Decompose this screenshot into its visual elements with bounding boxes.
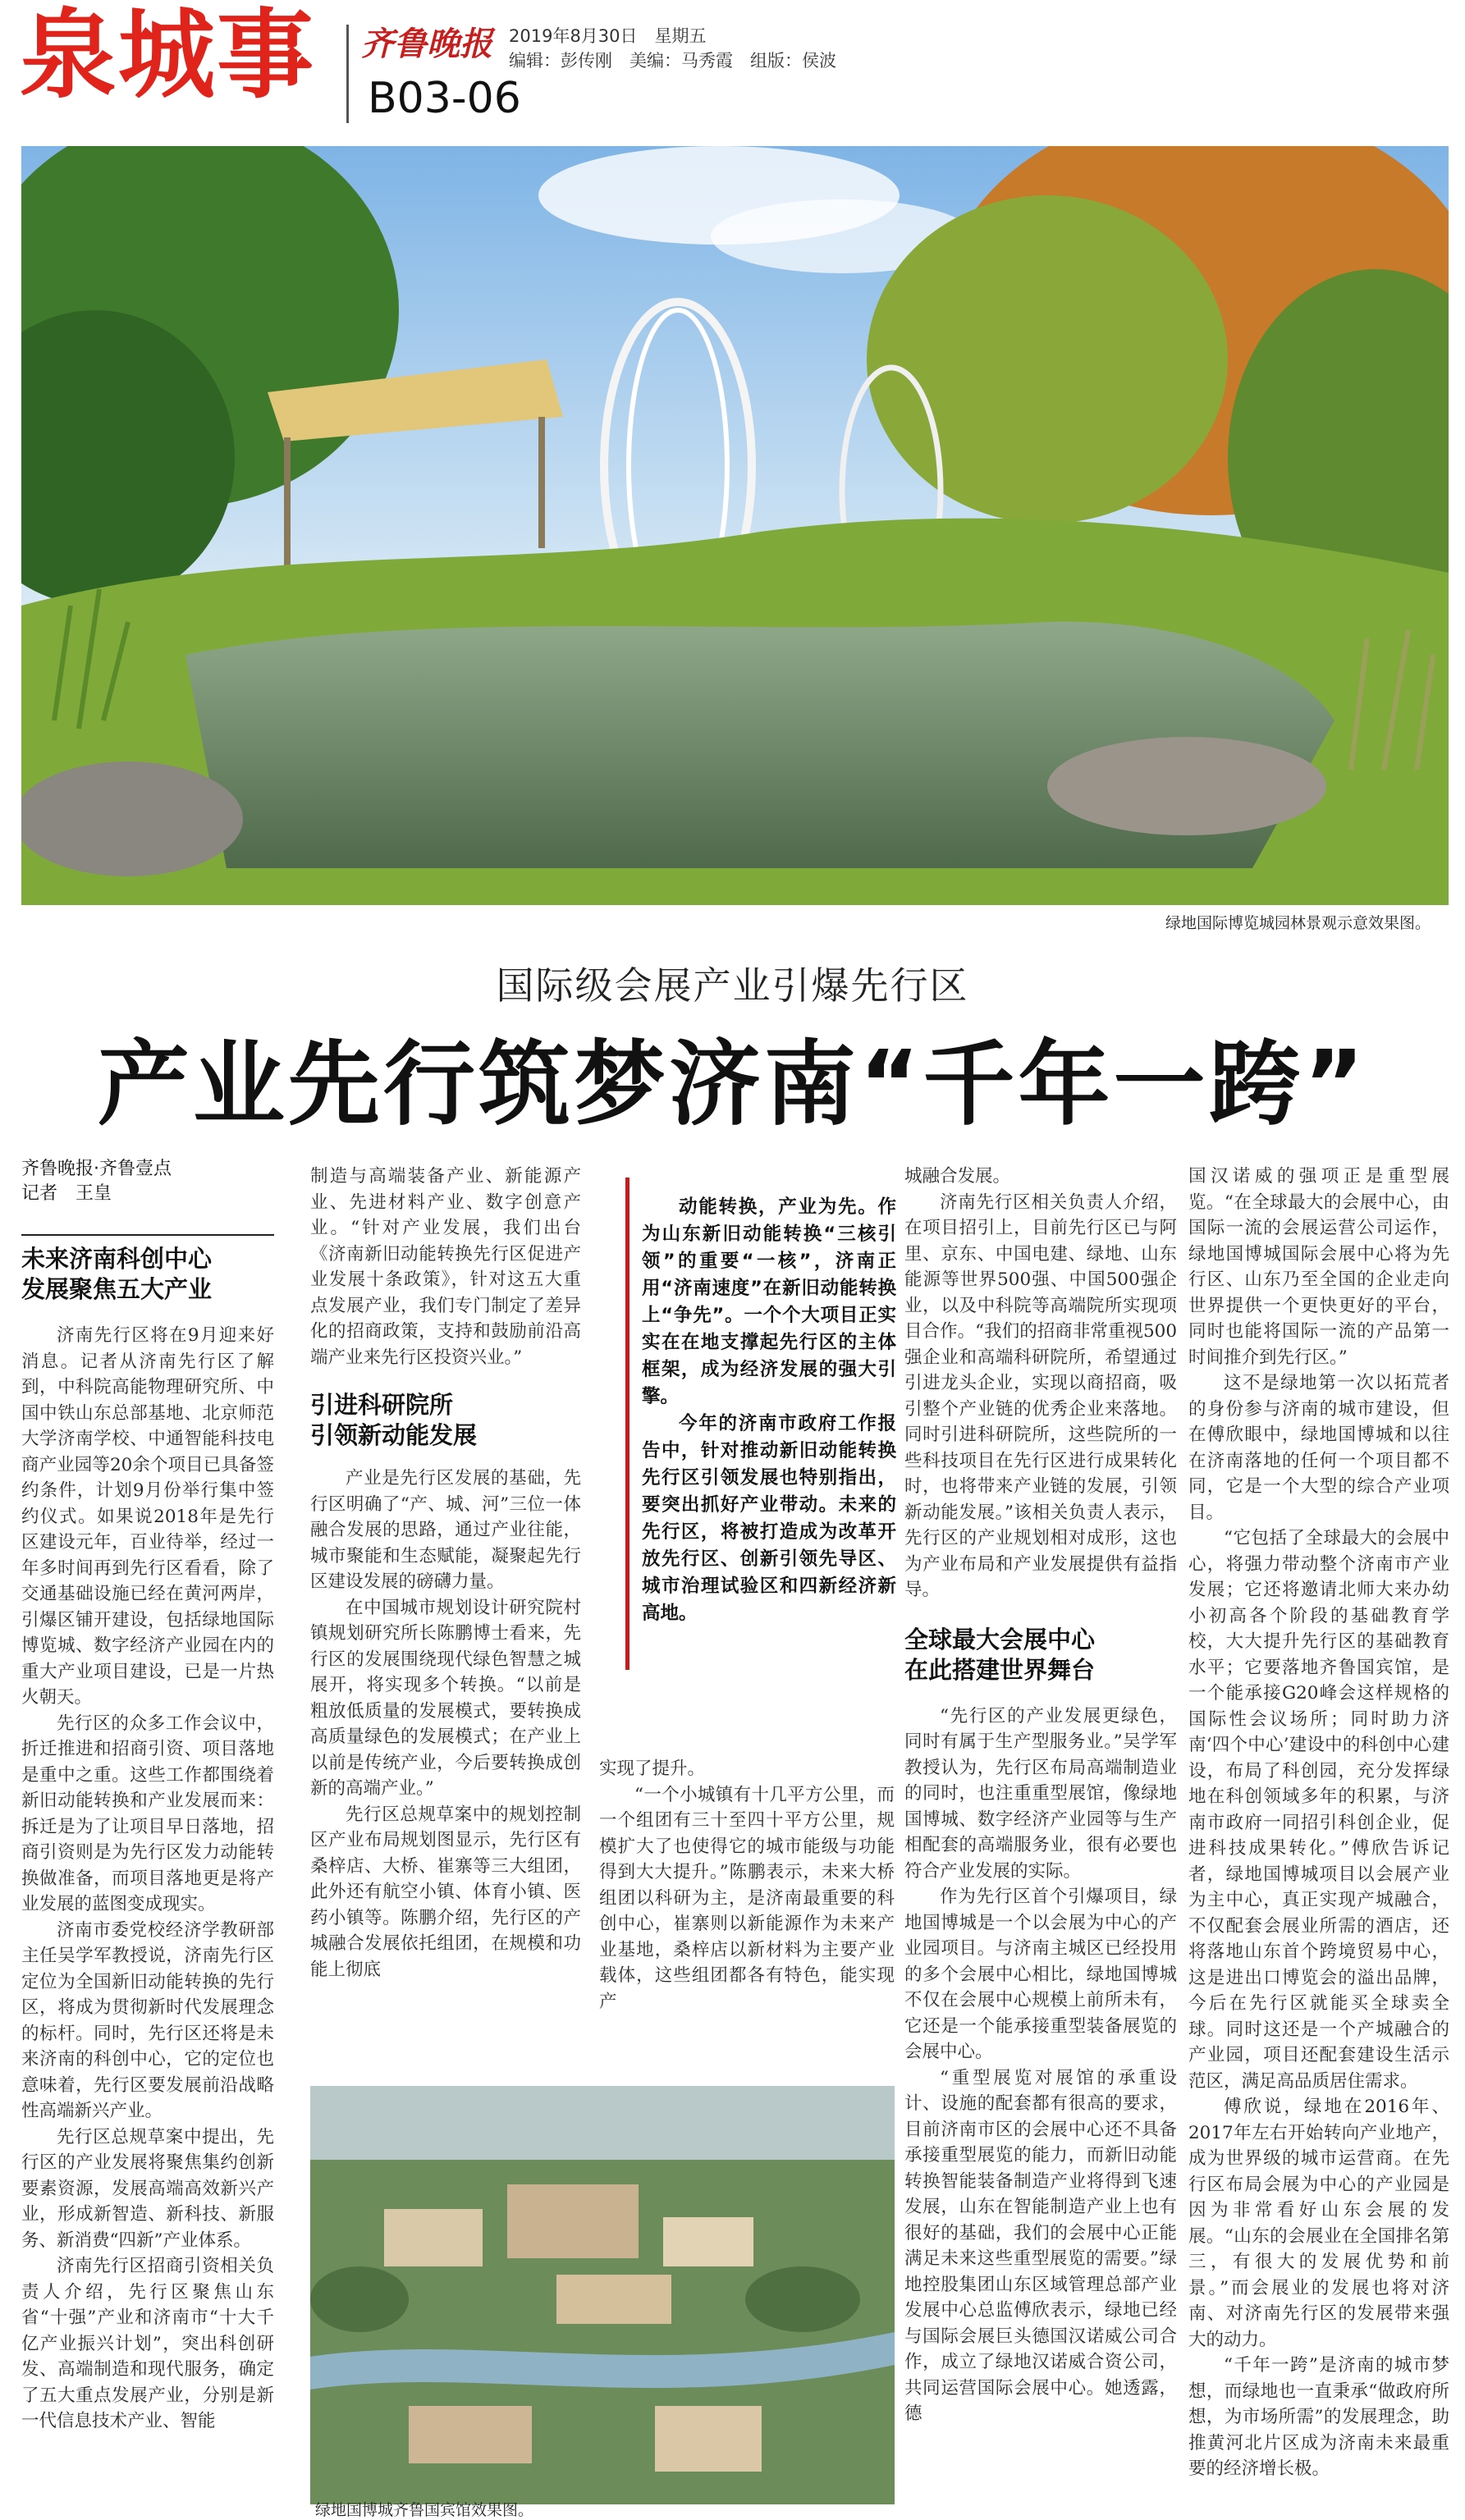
paragraph: 这不是绿地第一次以拓荒者的身份参与济南的城市建设，但在傅欣眼中，绿地国博城和以往在济南落地的任何一个项目都不同，它是一个大型的综合产业项目。	[1188, 1373, 1449, 1523]
paragraph: 国汉诺威的强项正是重型展览。“在全球最大的会展中心，由国际一流的会展运营公司运作，绿地国博城国际会展中心将为先行区、山东乃至全国的企业走向世界提供一个更快更好的平台，同时也能将国际一流的产品第一时间推介到先行区。”	[1188, 1166, 1449, 1368]
park-rendering-illustration	[21, 146, 1449, 905]
section-title: 泉城事	[20, 0, 316, 112]
paragraph: 制造与高端装备产业、新能源产业、先进材料产业、数字创意产业。“针对产业发展，我们出台《济南新旧动能转换先行区促进产业发展十条政策》，针对这五大重点发展产业，我们专门制定了差异化的招商政策，支持和鼓励前沿高端产业来先行区投资兴业。”	[310, 1166, 581, 1368]
callout-paragraph: 动能转换，产业为先。作为山东新旧动能转换“三核引领”的重要“一核”，济南正用“济南速度”在新旧动能转换上“争先”。一个个大项目正实实在在地支撑起先行区的主体框架，成为经济发展的强大引擎。	[642, 1196, 896, 1407]
editor-credits: 编辑：彭传刚 美编：马秀霞 组版：侯波	[509, 51, 836, 71]
paragraph: 实现了提升。	[599, 1759, 706, 1779]
hotel-rendering-photo	[310, 2086, 895, 2504]
paragraph: “千年一跨”是济南的城市梦想，而绿地也一直秉承“做政府所想，为市场所需”的发展理念，助推黄河北片区成为济南未来最重要的经济增长极。	[1188, 2355, 1449, 2479]
headline-kicker: 国际级会展产业引爆先行区	[496, 963, 969, 1008]
article-column-2	[310, 1164, 581, 1983]
byline-outlet: 齐鲁晚报·齐鲁壹点	[21, 1159, 172, 1179]
paragraph: 济南先行区招商引资相关负责人介绍，先行区聚焦山东省“十强”产业和济南市“十大千亿产业振兴计划”，突出科创研发、高端制造和现代服务，确定了五大重点发展产业，分别是新一代信息技术产业、智能	[21, 2256, 274, 2431]
publication-date: 2019年8月30日 星期五	[509, 26, 707, 46]
paragraph: 先行区的众多工作会议中，折迁推进和招商引资、项目落地是重中之重。这些工作都围绕着新旧动能转换和产业发展而来：拆迁是为了让项目早日落地，招商引资则是为先行区发力动能转换做准备，而项目落地更是将产业发展的蓝图变成现实。	[21, 1713, 274, 1914]
newspaper-name: 齐鲁晚报	[361, 25, 492, 63]
paragraph: 在中国城市规划设计研究院村镇规划研究所长陈鹏博士看来，先行区的发展围绕现代绿色智慧之城展开，将实现多个转换。“以前是粗放低质量的发展模式，要转换成高质量绿色的发展模式；在产业上以前是传统产业，今后要转换成创新的高端产业。”	[310, 1597, 581, 1799]
park-rendering-photo	[21, 146, 1449, 905]
masthead-divider	[346, 25, 349, 123]
paragraph: 济南先行区将在9月迎来好消息。记者从济南先行区了解到，中科院高能物理研究所、中国中铁山东总部基地、北京师范大学济南学校、中通智能科技电商产业园等20余个项目已具备签约条件，计划9月份举行集中签约仪式。如果说2018年是先行区建设元年，百业待举，经过一年多时间再到先行区看看，除了交通基础设施已经在黄河两岸，引爆区铺开建设，包括绿地国际博览城、数字经济产业园在内的重大产业项目建设，已是一片热火朝天。	[21, 1325, 274, 1708]
subhead-expo-center: 全球最大会展中心 在此搭建世界舞台	[904, 1625, 1096, 1684]
paragraph: 先行区总规草案中的规划控制区产业布局规划图显示，先行区有桑梓店、大桥、崔寨等三大组团，此外还有航空小镇、体育小镇、医药小镇等。陈鹏介绍，先行区的产城融合发展依托组团，在规模和功能上彻底	[310, 1804, 581, 1980]
callout-paragraph: 今年的济南市政府工作报告中，针对推动新旧动能转换先行区引领发展也特别指出，要突出抓好产业带动。未来的先行区，将被打造成为改革开放先行区、创新引领先导区、城市治理试验区和四新经济新高地。	[642, 1413, 896, 1624]
paragraph: “一个小城镇有十几平方公里，而一个组团有三十至四十平方公里，规模扩大了也使得它的城市能级与功能得到大大提升。”陈鹏表示，未来大桥组团以科研为主，是济南最重要的科创中心，崔寨则以新能源作为未来产业基地，桑梓店以新材料为主要产业载体，这些组团都各有特色，能实现产	[599, 1784, 895, 2012]
paragraph: 先行区总规草案中提出，先行区的产业发展将聚焦集约创新要素资源，发展高端高效新兴产业，形成新智造、新科技、新服务、新消费“四新”产业体系。	[21, 2126, 274, 2251]
paragraph: 作为先行区首个引爆项目，绿地国博城是一个以会展为中心的产业园项目。与济南主城区已经投用的多个会展中心相比，绿地国博城不仅在会展中心规模上前所未有，它还是一个能承接重型装备展览的会展中心。	[904, 1887, 1177, 2062]
paragraph: “先行区的产业发展更绿色，同时有属于生产型服务业。”吴学军教授认为，先行区布局高端制造业的同时，也注重重型展馆，像绿地国博城、数字经济产业园等与生产相配套的高端服务业，很有必要也符合产业发展的实际。	[904, 1705, 1177, 1882]
paragraph: 城融合发展。	[904, 1166, 1011, 1187]
paragraph: 济南先行区相关负责人介绍，在项目招引上，目前先行区已与阿里、京东、中国电建、绿地、山东能源等世界500强、中国500强企业，以及中科院等高端院所实现项目合作。“我们的招商非常重视500强企业和高端科研院所，希望通过引进龙头企业，实现以商招商，吸引整个产业链的优秀企业来落地。同时引进科研院所，这些院所的一些科技项目在先行区进行成果转化时，也将带来产业链的发展，引领新动能发展。”该相关负责人表示，先行区的产业规划相对成形，这也为产业布局和产业发展提供有益指导。	[904, 1191, 1177, 1600]
paragraph: “重型展览对展馆的承重设计、设施的配套都有很高的要求，目前济南市区的会展中心还不具备承接重型展览的能力，而新旧动能转换智能装备制造产业将得到飞速发展，山东在智能制造产业上也有很好的基础，我们的会展中心正能满足未来这些重型展览的需要。”绿地控股集团山东区域管理总部产业发展中心总监傅欣表示，绿地已经与国际会展巨头德国汉诺威公司合作，成立了绿地汉诺威合资公司，共同运营国际会展中心。她透露，德	[904, 2067, 1177, 2424]
paragraph: 济南市委党校经济学教研部主任吴学军教授说，济南先行区定位为全国新旧动能转换的先行区，将成为贯彻新时代发展理念的标杆。同时，先行区还将是未来济南的科创中心，它的定位也意味着，先行区要发展前沿战略性高端新兴产业。	[21, 1919, 274, 2121]
article-column-3	[599, 1756, 895, 2015]
callout-box	[642, 1194, 896, 1627]
bottom-photo-caption: 绿地国博城齐鲁国宾馆效果图。	[315, 2501, 534, 2519]
top-photo-caption: 绿地国际博览城园林景观示意效果图。	[1165, 914, 1431, 932]
subhead-research-institutes: 引进科研院所 引领新动能发展	[310, 1391, 478, 1449]
article-column-5	[1188, 1164, 1449, 2482]
paragraph: “它包括了全球最大的会展中心，将强力带动整个济南市产业发展；它还将邀请北师大来办幼小初高各个阶段的基础教育学校，大大提升先行区的基础教育水平；它要落地齐鲁国宾馆，是一个能承接G20峰会这样规格的国际性会议场所；同时助力济南‘四个中心’建设中的科创中心建设，布局了科创园，充分发挥绿地在科创领域多年的积累，与济南市政府一同招引科创企业，促进科技成果转化。”傅欣告诉记者，绿地国博城项目以会展产业为主中心，真正实现产城融合，不仅配套会展业所需的酒店，还将落地山东首个跨境贸易中心，这是进出口博览会的溢出品牌，今后在先行区就能买全球卖全球。同时这还是一个产城融合的产业园，项目还配套建设生活示范区，满足高品质居住需求。	[1188, 1528, 1449, 2092]
byline-reporter: 记者 王皇	[21, 1183, 112, 1204]
paragraph: 傅欣说，绿地在2016年、2017年左右开始转向产业地产，成为世界级的城市运营商。在先行区布局会展为中心的产业园是因为非常看好山东会展的发展。“山东的会展业在全国排名第三，有很大的发展优势和前景。”而会展业的发展也将对济南、对济南先行区的发展带来强大的动力。	[1188, 2097, 1449, 2350]
subhead-tech-center: 未来济南科创中心 发展聚焦五大产业	[21, 1245, 213, 1303]
hotel-rendering-illustration	[310, 2086, 895, 2504]
article-column-1	[21, 1157, 274, 2435]
page-number: B03-06	[368, 74, 521, 123]
byline-rule	[21, 1234, 274, 1236]
callout-accent-bar	[625, 1178, 629, 1670]
main-headline: 产业先行筑梦济南“千年一跨”	[97, 1031, 1368, 1138]
paragraph: 产业是先行区发展的基础，先行区明确了“产、城、河”三位一体融合发展的思路，通过产业往能，城市聚能和生态赋能，凝聚起先行区建设发展的磅礴力量。	[310, 1468, 581, 1592]
article-column-4	[904, 1164, 1177, 2427]
